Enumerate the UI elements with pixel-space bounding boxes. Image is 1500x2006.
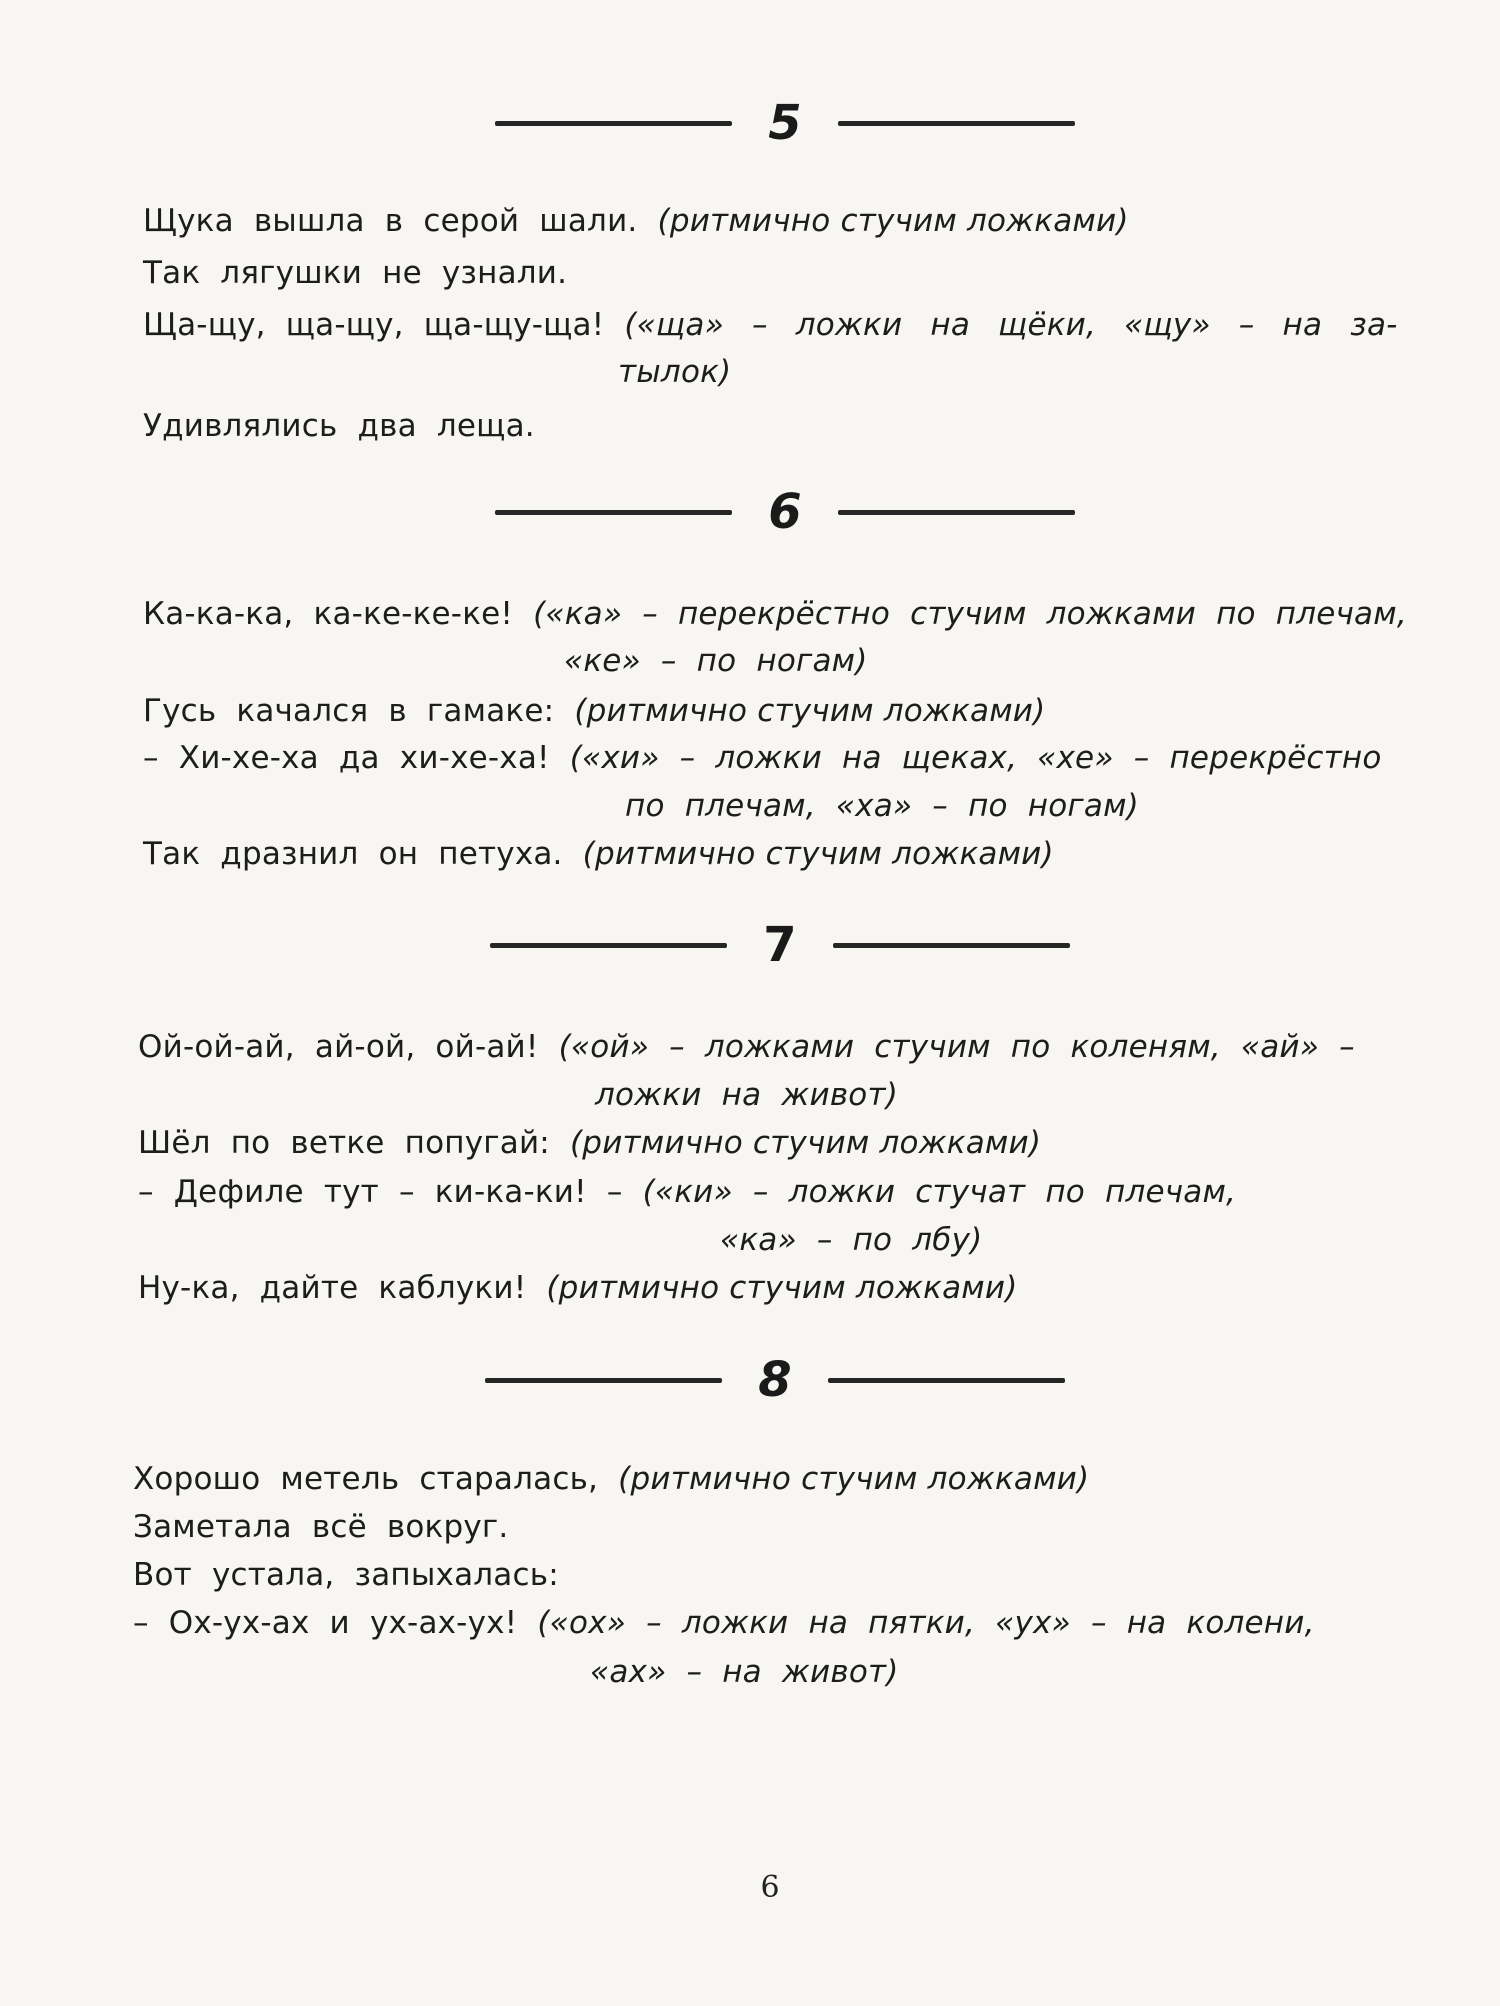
verse-text: Шёл по ветке попугай: [138,1125,571,1161]
divider-rule-left [495,510,732,515]
action-note: «ка» – по лбу) [720,1222,983,1258]
section-divider-7 [490,910,1070,980]
action-note: «ах» – на живот) [590,1654,899,1690]
divider-rule-left [495,121,732,126]
action-note: (ритмично стучим ложками) [582,836,1054,872]
verse-text: – Хи-хе-ха да хи-хе-ха! [143,740,570,776]
verse-line [138,1119,1041,1167]
verse-line [133,1599,1315,1647]
divider-rule-left [490,943,727,948]
action-note: (ритмично стучим ложками) [546,1270,1018,1306]
action-note: («ой» – ложками стучим по коленям, «ай» – [558,1029,1355,1065]
verse-text: Удивлялись два леща. [143,408,535,444]
action-note: («ки» – ложки стучат по плечам, [642,1174,1237,1210]
verse-text: Гусь качался в гамаке: [143,693,575,729]
divider-rule-right [833,943,1070,948]
section-number: 6 [768,484,802,540]
verse-text: Ну-ка, дайте каблуки! [138,1270,547,1306]
verse-text: – Ох-ух-ах и ух-ах-ух! [133,1605,538,1641]
section-divider-8 [485,1345,1065,1415]
verse-line [133,1551,559,1599]
verse-text: Вот устала, запыхалась: [133,1557,559,1593]
verse-line [143,197,1129,245]
page-number: 6 [760,1870,780,1905]
verse-line [625,782,1139,830]
verse-text: Ой-ой-ай, ай-ой, ой-ай! [138,1029,559,1065]
divider-rule-right [828,1378,1065,1383]
verse-line [143,402,535,450]
verse-line [590,1648,899,1696]
verse-line [143,830,1054,878]
verse-line [618,348,731,396]
section-number: 8 [758,1352,792,1408]
section-number: 7 [763,917,797,973]
verse-line [133,1503,508,1551]
action-note: по плечам, «ха» – по ногам) [625,788,1139,824]
verse-line [138,1168,1236,1216]
verse-line [143,249,567,297]
action-note: (ритмично стучим ложками) [570,1125,1042,1161]
verse-line [564,637,868,685]
verse-line [133,1455,1089,1503]
verse-line [720,1216,982,1264]
verse-text: Ка-ка-ка, ка-ке-ке-ке! [143,596,534,632]
divider-rule-right [838,510,1075,515]
section-divider-5 [495,88,1075,158]
action-note: ложки на живот) [595,1077,899,1113]
verse-line [143,590,1407,638]
action-note: тылок) [618,354,732,390]
verse-text: – Дефиле тут – ки-ка-ки! – [138,1174,643,1210]
verse-line [138,1023,1355,1071]
verse-text: Так дразнил он петуха. [143,836,583,872]
verse-text: Так лягушки не узнали. [143,255,568,291]
action-note: («ох» – ложки на пятки, «ух» – на колени, [537,1605,1315,1641]
action-note: (ритмично стучим ложками) [618,1461,1090,1497]
verse-line [595,1071,898,1119]
action-note: («ка» – перекрёстно стучим ложками по плечам, [533,596,1407,632]
action-note: (ритмично стучим ложками) [657,203,1129,239]
verse-text: Щука вышла в серой шали. [143,203,658,239]
divider-rule-left [485,1378,722,1383]
verse-text: Заметала всё вокруг. [133,1509,509,1545]
section-divider-6 [495,477,1075,547]
divider-rule-right [838,121,1075,126]
action-note: «ке» – по ногам) [564,643,868,679]
action-note: («хи» – ложки на щеках, «хе» – перекрёстно [569,740,1382,776]
verse-line [138,1264,1018,1312]
verse-text: Хорошо метель старалась, [133,1461,619,1497]
action-note: (ритмично стучим ложками) [574,693,1046,729]
verse-line [143,687,1045,735]
verse-line [143,301,1453,349]
verse-text: Ща-щу, ща-щу, ща-щу-ща! [143,307,625,343]
action-note: («ща» – ложки на щёки, «щу» – на за- [624,307,1398,343]
verse-line [143,734,1382,782]
section-number: 5 [768,95,802,151]
